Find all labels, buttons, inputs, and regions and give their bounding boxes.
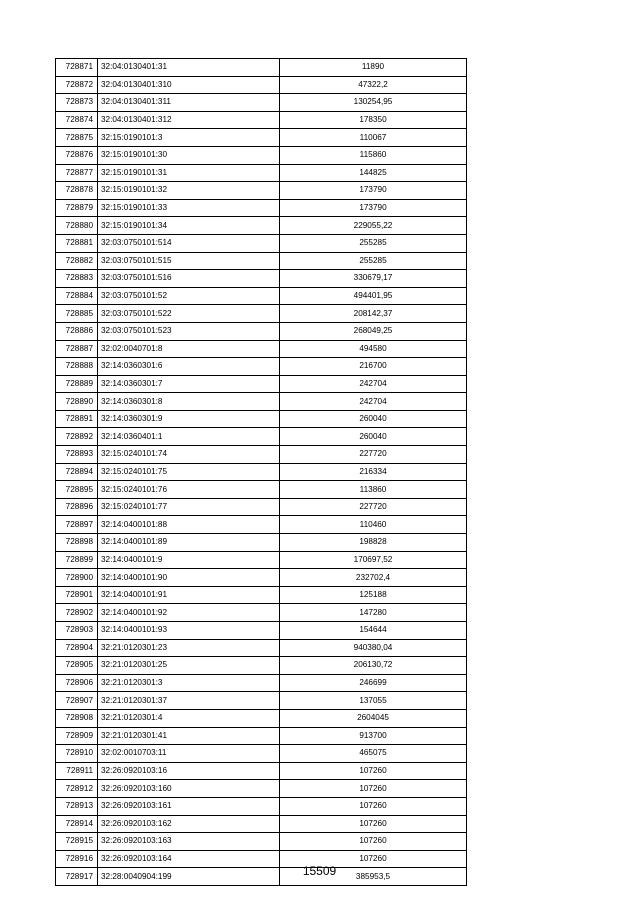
row-number: 728872	[56, 76, 98, 94]
cadastral-value: 268049,25	[280, 322, 467, 340]
cadastral-value: 198828	[280, 534, 467, 552]
cadastral-value: 2604045	[280, 709, 467, 727]
table-row	[56, 129, 467, 147]
cadastral-value: 125188	[280, 586, 467, 604]
cadastral-value: 147280	[280, 604, 467, 622]
cadastral-number: 32:14:0400101:90	[98, 569, 280, 587]
cadastral-number: 32:26:0920103:160	[98, 780, 280, 798]
cadastral-number: 32:15:0190101:31	[98, 164, 280, 182]
row-number: 728898	[56, 534, 98, 552]
cadastral-number: 32:15:0240101:75	[98, 463, 280, 481]
cadastral-value: 465075	[280, 745, 467, 763]
row-number: 728871	[56, 59, 98, 77]
table-row	[56, 551, 467, 569]
table-row	[56, 586, 467, 604]
row-number: 728887	[56, 340, 98, 358]
cadastral-value: 255285	[280, 252, 467, 270]
cadastral-value: 242704	[280, 393, 467, 411]
table-row	[56, 569, 467, 587]
table-row	[56, 604, 467, 622]
table-row	[56, 340, 467, 358]
cadastral-value: 154644	[280, 622, 467, 640]
cadastral-value: 208142,37	[280, 305, 467, 323]
table-row	[56, 463, 467, 481]
table-row	[56, 270, 467, 288]
row-number: 728882	[56, 252, 98, 270]
cadastral-number: 32:04:0130401:31	[98, 59, 280, 77]
table-row	[56, 481, 467, 499]
cadastral-value: 913700	[280, 727, 467, 745]
cadastral-number: 32:21:0120301:41	[98, 727, 280, 745]
cadastral-number: 32:04:0130401:310	[98, 76, 280, 94]
cadastral-number: 32:14:0400101:88	[98, 516, 280, 534]
row-number: 728886	[56, 322, 98, 340]
table-body	[56, 59, 467, 886]
cadastral-number: 32:03:0750101:52	[98, 287, 280, 305]
row-number: 728883	[56, 270, 98, 288]
cadastral-value: 115860	[280, 146, 467, 164]
row-number: 728902	[56, 604, 98, 622]
cadastral-value: 385953,5	[280, 868, 467, 886]
row-number: 728885	[56, 305, 98, 323]
cadastral-number: 32:15:0240101:77	[98, 498, 280, 516]
row-number: 728878	[56, 182, 98, 200]
row-number: 728896	[56, 498, 98, 516]
table-row	[56, 674, 467, 692]
table-row	[56, 164, 467, 182]
cadastral-value: 107260	[280, 815, 467, 833]
table-row	[56, 217, 467, 235]
table-row	[56, 797, 467, 815]
cadastral-number: 32:03:0750101:515	[98, 252, 280, 270]
cadastral-number: 32:14:0360301:8	[98, 393, 280, 411]
table-row	[56, 199, 467, 217]
cadastral-value: 110460	[280, 516, 467, 534]
row-number: 728889	[56, 375, 98, 393]
cadastral-number: 32:15:0190101:32	[98, 182, 280, 200]
cadastral-value: 144825	[280, 164, 467, 182]
table-row	[56, 252, 467, 270]
table-row	[56, 111, 467, 129]
cadastral-value: 173790	[280, 182, 467, 200]
cadastral-number: 32:14:0400101:93	[98, 622, 280, 640]
cadastral-value: 113860	[280, 481, 467, 499]
row-number: 728917	[56, 868, 98, 886]
cadastral-value: 107260	[280, 850, 467, 868]
row-number: 728910	[56, 745, 98, 763]
table-row	[56, 428, 467, 446]
row-number: 728904	[56, 639, 98, 657]
table-row	[56, 146, 467, 164]
cadastral-number: 32:02:0040701:8	[98, 340, 280, 358]
table-row	[56, 745, 467, 763]
cadastral-number: 32:14:0400101:89	[98, 534, 280, 552]
row-number: 728901	[56, 586, 98, 604]
cadastral-value: 216700	[280, 358, 467, 376]
table-row	[56, 234, 467, 252]
cadastral-number: 32:26:0920103:164	[98, 850, 280, 868]
table-row	[56, 815, 467, 833]
cadastral-number: 32:21:0120301:4	[98, 709, 280, 727]
row-number: 728914	[56, 815, 98, 833]
cadastral-value: 107260	[280, 780, 467, 798]
cadastral-value: 494580	[280, 340, 467, 358]
cadastral-number: 32:21:0120301:3	[98, 674, 280, 692]
row-number: 728900	[56, 569, 98, 587]
table-row	[56, 182, 467, 200]
cadastral-value: 246699	[280, 674, 467, 692]
cadastral-number: 32:03:0750101:516	[98, 270, 280, 288]
cadastral-number: 32:03:0750101:523	[98, 322, 280, 340]
row-number: 728881	[56, 234, 98, 252]
cadastral-value: 107260	[280, 797, 467, 815]
cadastral-number: 32:14:0360301:7	[98, 375, 280, 393]
row-number: 728911	[56, 762, 98, 780]
cadastral-value: 130254,95	[280, 94, 467, 112]
cadastral-number: 32:03:0750101:522	[98, 305, 280, 323]
table-row	[56, 410, 467, 428]
row-number: 728905	[56, 657, 98, 675]
cadastral-value: 229055,22	[280, 217, 467, 235]
row-number: 728890	[56, 393, 98, 411]
cadastral-value: 170697,52	[280, 551, 467, 569]
cadastral-value: 137055	[280, 692, 467, 710]
row-number: 728895	[56, 481, 98, 499]
cadastral-number: 32:26:0920103:16	[98, 762, 280, 780]
table-row	[56, 622, 467, 640]
cadastral-number: 32:14:0400101:9	[98, 551, 280, 569]
row-number: 728893	[56, 446, 98, 464]
row-number: 728875	[56, 129, 98, 147]
cadastral-number: 32:26:0920103:161	[98, 797, 280, 815]
table-row	[56, 709, 467, 727]
row-number: 728874	[56, 111, 98, 129]
row-number: 728908	[56, 709, 98, 727]
cadastral-value: 107260	[280, 833, 467, 851]
row-number: 728888	[56, 358, 98, 376]
cadastral-number: 32:15:0190101:34	[98, 217, 280, 235]
row-number: 728892	[56, 428, 98, 446]
row-number: 728906	[56, 674, 98, 692]
row-number: 728915	[56, 833, 98, 851]
cadastral-value: 11890	[280, 59, 467, 77]
table-row	[56, 727, 467, 745]
cadastral-number: 32:14:0360401:1	[98, 428, 280, 446]
cadastral-number: 32:04:0130401:312	[98, 111, 280, 129]
row-number: 728873	[56, 94, 98, 112]
cadastral-number: 32:28:0040904:199	[98, 868, 280, 886]
row-number: 728894	[56, 463, 98, 481]
row-number: 728891	[56, 410, 98, 428]
row-number: 728884	[56, 287, 98, 305]
table-row	[56, 287, 467, 305]
cadastral-number: 32:14:0400101:92	[98, 604, 280, 622]
cadastral-number: 32:15:0190101:3	[98, 129, 280, 147]
table-row	[56, 393, 467, 411]
cadastral-value: 227720	[280, 498, 467, 516]
cadastral-number: 32:15:0240101:76	[98, 481, 280, 499]
cadastral-number: 32:15:0240101:74	[98, 446, 280, 464]
row-number: 728907	[56, 692, 98, 710]
cadastral-number: 32:02:0010703:11	[98, 745, 280, 763]
cadastral-number: 32:26:0920103:163	[98, 833, 280, 851]
table-row	[56, 59, 467, 77]
row-number: 728913	[56, 797, 98, 815]
table-row	[56, 94, 467, 112]
cadastral-value: 110067	[280, 129, 467, 147]
table-row	[56, 76, 467, 94]
cadastral-value: 216334	[280, 463, 467, 481]
table-row	[56, 375, 467, 393]
cadastral-value: 47322,2	[280, 76, 467, 94]
cadastral-number: 32:14:0360301:9	[98, 410, 280, 428]
cadastral-number: 32:14:0360301:6	[98, 358, 280, 376]
table-row	[56, 446, 467, 464]
table-row	[56, 358, 467, 376]
cadastral-number: 32:21:0120301:37	[98, 692, 280, 710]
row-number: 728912	[56, 780, 98, 798]
table-row	[56, 692, 467, 710]
cadastral-value: 330679,17	[280, 270, 467, 288]
row-number: 728877	[56, 164, 98, 182]
cadastral-value: 940380,04	[280, 639, 467, 657]
cadastral-value: 232702,4	[280, 569, 467, 587]
table-row	[56, 639, 467, 657]
row-number: 728897	[56, 516, 98, 534]
row-number: 728909	[56, 727, 98, 745]
cadastral-number: 32:04:0130401:311	[98, 94, 280, 112]
table-row	[56, 780, 467, 798]
cadastral-value: 173790	[280, 199, 467, 217]
table-row	[56, 762, 467, 780]
cadastral-value-table	[55, 58, 467, 886]
cadastral-value: 178350	[280, 111, 467, 129]
cadastral-value: 494401,95	[280, 287, 467, 305]
row-number: 728880	[56, 217, 98, 235]
cadastral-value: 206130,72	[280, 657, 467, 675]
table-row	[56, 322, 467, 340]
cadastral-number: 32:21:0120301:23	[98, 639, 280, 657]
cadastral-value: 260040	[280, 428, 467, 446]
cadastral-value: 255285	[280, 234, 467, 252]
table-row	[56, 657, 467, 675]
cadastral-number: 32:26:0920103:162	[98, 815, 280, 833]
row-number: 728879	[56, 199, 98, 217]
row-number: 728876	[56, 146, 98, 164]
row-number: 728899	[56, 551, 98, 569]
cadastral-number: 32:14:0400101:91	[98, 586, 280, 604]
table-row	[56, 534, 467, 552]
cadastral-value: 260040	[280, 410, 467, 428]
cadastral-number: 32:21:0120301:25	[98, 657, 280, 675]
cadastral-number: 32:15:0190101:30	[98, 146, 280, 164]
cadastral-value: 107260	[280, 762, 467, 780]
table-row	[56, 498, 467, 516]
row-number: 728916	[56, 850, 98, 868]
table-row	[56, 305, 467, 323]
cadastral-value: 227720	[280, 446, 467, 464]
row-number: 728903	[56, 622, 98, 640]
cadastral-value: 242704	[280, 375, 467, 393]
page-number: 15509	[302, 864, 337, 878]
table-row	[56, 516, 467, 534]
cadastral-number: 32:03:0750101:514	[98, 234, 280, 252]
cadastral-number: 32:15:0190101:33	[98, 199, 280, 217]
table-row	[56, 833, 467, 851]
